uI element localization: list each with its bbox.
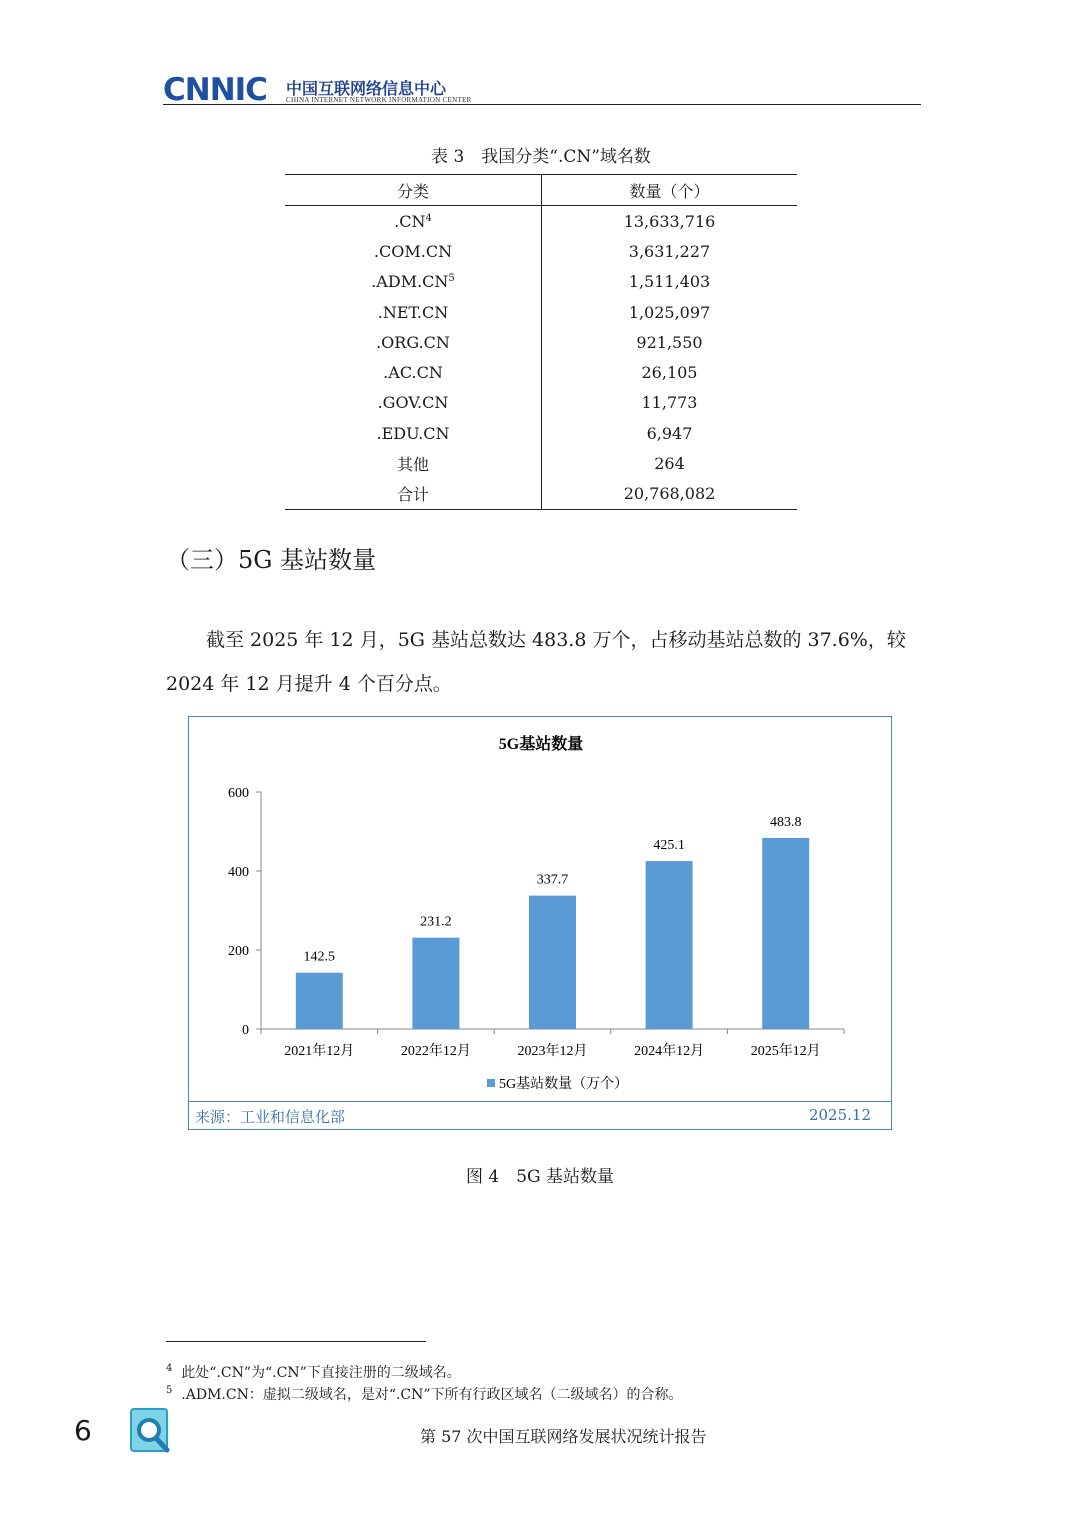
category-text: .GOV.CN [377, 393, 449, 413]
category-text: .ORG.CN [376, 332, 450, 352]
legend-swatch [487, 1079, 495, 1087]
bar-chart [189, 717, 893, 1131]
source-date: 2025.12 [808, 1106, 871, 1124]
footnote-rule [166, 1341, 426, 1342]
data-label: 142.5 [303, 949, 336, 965]
bar [412, 938, 459, 1029]
source-label: 来源：工业和信息化部 [195, 1108, 346, 1126]
category-cell [285, 297, 542, 327]
count-cell: 921,550 [636, 332, 703, 352]
legend-label: 5G基站数量（万个） [499, 1077, 629, 1092]
x-tick-label: 2025年12月 [750, 1044, 821, 1059]
magnifier-logo-icon [130, 1408, 174, 1456]
table-body [285, 206, 797, 510]
table-row [285, 357, 797, 387]
table-row [285, 479, 797, 510]
table-row [285, 297, 797, 327]
col-category-header: 分类 [285, 175, 542, 206]
table-row [285, 327, 797, 357]
domain-table [285, 174, 797, 510]
category-cell [285, 206, 542, 237]
footnote-5 [166, 1384, 683, 1404]
footnote-5-mark: 5 [166, 1385, 173, 1396]
section-heading: （三）5G 基站数量 [166, 546, 377, 574]
org-name-cn: 中国互联网络信息中心 [286, 79, 447, 98]
col-count-header: 数量（个） [542, 175, 798, 206]
footnote-4-text: 此处“.CN”为“.CN”下直接注册的二级域名。 [181, 1365, 461, 1381]
category-text: .AC.CN [383, 363, 443, 383]
header-rule [163, 104, 921, 105]
category-cell [285, 357, 542, 387]
table-caption: 表 3 我国分类“.CN”域名数 [431, 147, 651, 167]
category-cell [285, 418, 542, 448]
footer-report-title: 第 57 次中国互联网络发展状况统计报告 [420, 1427, 707, 1446]
bar [529, 896, 576, 1029]
category-cell [285, 236, 542, 266]
count-cell: 1,025,097 [628, 302, 711, 322]
source-bar [189, 1101, 891, 1130]
category-cell [285, 267, 542, 297]
category-text: 合计 [396, 485, 429, 505]
category-text: .EDU.CN [376, 423, 450, 443]
table-row [285, 267, 797, 297]
table-row [285, 388, 797, 418]
bar [646, 861, 693, 1029]
footnote-4 [166, 1362, 461, 1382]
count-cell: 13,633,716 [623, 211, 716, 231]
count-cell: 1,511,403 [628, 272, 711, 292]
count-cell: 3,631,227 [628, 241, 711, 261]
footnote-ref: 4 [425, 212, 432, 224]
data-label: 483.8 [769, 814, 802, 830]
count-cell: 6,947 [646, 423, 693, 443]
chart-title: 5G基站数量 [498, 736, 584, 753]
y-tick-label: 0 [242, 1023, 249, 1038]
chart-frame [188, 716, 892, 1130]
y-tick-label: 400 [228, 865, 249, 880]
footnote-5-text: .ADM.CN：虚拟二级域名，是对“.CN”下所有行政区域名（二级域名）的合称。 [181, 1387, 683, 1403]
table-row [285, 448, 797, 478]
y-tick-label: 200 [228, 944, 249, 959]
org-name-en: CHINA INTERNET NETWORK INFORMATION CENTER [286, 96, 472, 104]
footnote-4-mark: 4 [166, 1363, 173, 1374]
category-text: .ADM.CN [371, 272, 449, 292]
table-row [285, 418, 797, 448]
count-cell: 26,105 [641, 363, 698, 383]
data-label: 231.2 [420, 914, 452, 930]
x-tick-label: 2024年12月 [634, 1044, 705, 1059]
category-cell [285, 388, 542, 418]
bar [762, 838, 809, 1029]
category-text: .COM.CN [373, 241, 453, 261]
cnnic-logo: CNNIC [163, 72, 267, 108]
bar [296, 973, 343, 1029]
x-tick-label: 2022年12月 [400, 1044, 471, 1059]
x-tick-label: 2023年12月 [517, 1044, 588, 1059]
data-label: 425.1 [653, 838, 685, 854]
category-text: 其他 [396, 455, 429, 475]
y-tick-label: 600 [228, 786, 249, 801]
count-cell: 11,773 [641, 393, 698, 413]
table-row [285, 206, 797, 237]
figure-caption: 图 4 5G 基站数量 [465, 1167, 615, 1187]
table-row [285, 236, 797, 266]
count-cell: 20,768,082 [542, 479, 798, 510]
footnote-ref: 5 [448, 273, 455, 285]
page-number: 6 [74, 1414, 92, 1447]
category-cell [285, 448, 542, 478]
body-paragraph: 截至 2025 年 12 月，5G 基站总数达 483.8 万个，占移动基站总数的 37.6%，较 2024 年 12 月提升 4 个百分点。 [166, 629, 906, 695]
x-tick-label: 2021年12月 [284, 1044, 355, 1059]
data-label: 337.7 [536, 872, 569, 888]
table-header-row [285, 175, 797, 206]
category-text: .NET.CN [377, 302, 449, 322]
count-cell: 264 [654, 454, 685, 474]
category-text: .CN [394, 211, 426, 231]
category-cell [285, 479, 542, 510]
category-cell [285, 327, 542, 357]
